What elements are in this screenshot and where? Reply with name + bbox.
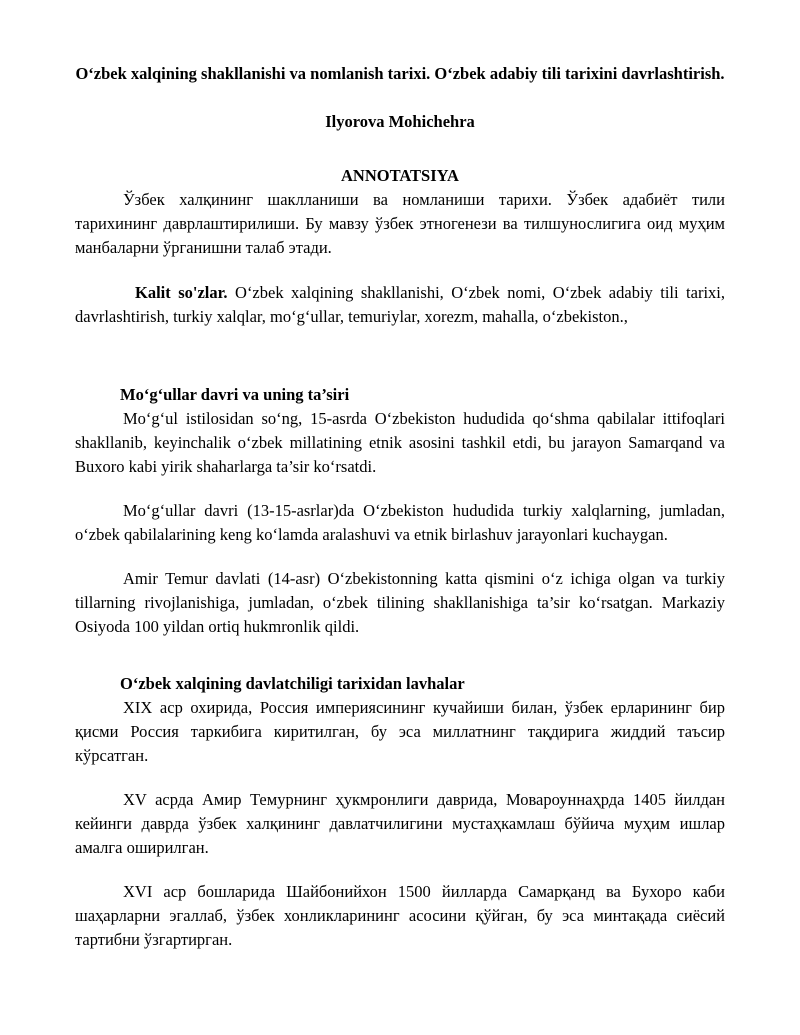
- keywords-text: O‘zbek xalqining shakllanishi, O‘zbek nomi, O‘zbek adabiy tili tarixi, davrlashtirish, turkiy xalqlar, mo‘g‘ullar, temuriylar, xorezm, mahalla, o‘zbekiston.,: [75, 283, 725, 326]
- annotation-text: Ўзбек халқининг шаклланиши ва номланиши тарихи. Ўзбек адабиёт тили тарихининг даврлаштирилиши. Бу мавзу ўзбек этногенези ва тилшунослигига оид муҳим манбаларни ўрганишни талаб этади.: [75, 190, 725, 257]
- section1-paragraph: Amir Temur davlati (14-asr) O‘zbekistonning katta qismini o‘z ichiga olgan va turkiy tillarning rivojlanishiga, jumladan, o‘zbek tilining shakllanishiga ta’sir ko‘rsatgan. Markaziy Osiyoda 100 yildan ortiq hukmronlik qildi.: [75, 569, 725, 636]
- document-title: O‘zbek xalqining shakllanishi va nomlanish tarixi. O‘zbek adabiy tili tarixini davrlashtirish.: [75, 64, 725, 83]
- section-heading-mongol-period: Mo‘g‘ullar davri va uning ta’siri: [120, 385, 350, 404]
- section-heading-statehood: O‘zbek xalqining davlatchiligi tarixidan lavhalar: [120, 674, 465, 693]
- keywords-label: Kalit so'zlar.: [135, 283, 228, 302]
- section1-paragraph: Mo‘g‘ullar davri (13-15-asrlar)da O‘zbekiston hududida turkiy xalqlarning, jumladan, o‘zbek qabilalarining keng ko‘lamda aralashuvi va etnik birlashuv jarayonlari kuchaygan.: [75, 501, 725, 544]
- document-page: [75, 62, 725, 952]
- section1-paragraph: Mo‘g‘ul istilosidan so‘ng, 15-asrda O‘zbekiston hududida qo‘shma qabilalar ittifoqlari shakllanib, keyinchalik o‘zbek millatining etnik asosini tashkil etdi, bu jarayon Samarqand va Buxoro kabi yirik shaharlarga ta’sir ko‘rsatdi.: [75, 409, 725, 476]
- keywords-paragraph: [75, 281, 725, 329]
- section2-paragraph: XV асрда Амир Темурнинг ҳукмронлиги даврида, Мовароуннаҳрда 1405 йилдан кейинги даврда ўзбек халқининг давлатчилигини мустаҳкамлаш бўйича муҳим ишлар амалга оширилган.: [75, 790, 725, 857]
- author-name: Ilyorova Mohichehra: [325, 112, 475, 131]
- section2-paragraph: XVI аср бошларида Шайбонийхон 1500 йилларда Самарқанд ва Бухоро каби шаҳарларни эгаллаб, ўзбек хонликларининг асосини қўйган, бу эса минтақада сиёсий тартибни ўзгартирган.: [75, 882, 725, 949]
- annotation-heading: ANNOTATSIYA: [341, 166, 459, 185]
- section2-paragraph: XIX аср охирида, Россия империясининг кучайиши билан, ўзбек ерларининг бир қисми Россия таркибига киритилган, бу эса миллатнинг тақдирига жиддий таъсир кўрсатган.: [75, 698, 725, 765]
